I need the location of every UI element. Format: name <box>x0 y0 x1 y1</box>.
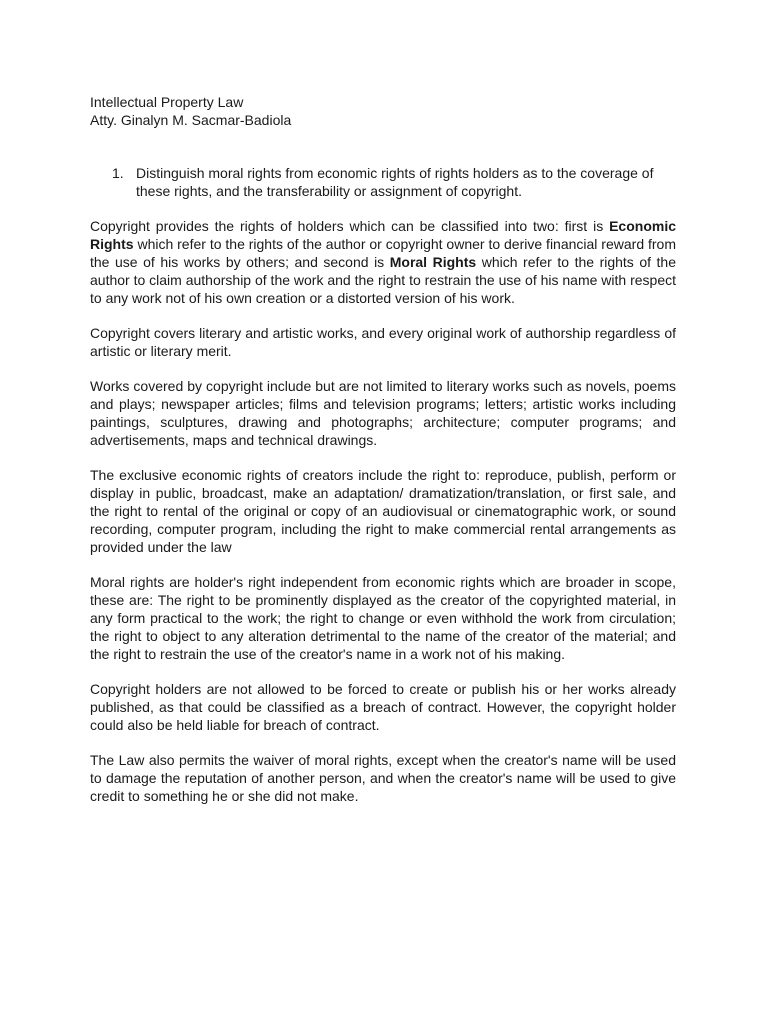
document-header <box>90 93 291 129</box>
paragraph-rights-classification <box>90 217 676 307</box>
question-item <box>90 164 676 200</box>
p1-text-3: which refer to the rights of the author to claim authorship of the work and the right to restrain the use of his name with respect to any work not of his own creation or a distorted version of his work. <box>90 254 677 306</box>
paragraph-waiver: The Law also permits the waiver of moral rights, except when the creator's name will be used to damage the reputation of another person, and when the creator's name will be used to give credit to something he or she did not make. <box>90 752 676 804</box>
paragraph-economic-rights: The exclusive economic rights of creators include the right to: reproduce, publish, perform or display in public, broadcast, make an adaptation/ dramatization/translation, or first sale, and the right to rental of the original or copy of an audiovisual or cinematographic work, or sound recording, computer program, including the right to make commercial rental arrangements as provided under the law <box>90 467 676 555</box>
course-title: Intellectual Property Law <box>90 94 244 110</box>
economic-rights-term: Economic Rights <box>90 218 676 252</box>
p1-text-2: which refer to the rights of the author or copyright owner to derive financial reward from the use of his works by others; and second is <box>90 236 676 270</box>
paragraph-copyright-holders: Copyright holders are not allowed to be forced to create or publish his or her works already published, as that could be classified as a breach of contract. However, the copyright holder could also be held liable for breach of contract. <box>90 681 676 733</box>
question-number: 1. <box>112 165 124 181</box>
moral-rights-term: Moral Rights <box>389 254 477 270</box>
document-body <box>90 164 676 822</box>
author-name: Atty. Ginalyn M. Sacmar-Badiola <box>90 112 292 128</box>
paragraph-moral-rights: Moral rights are holder's right independent from economic rights which are broader in scope, these are: The right to be prominently displayed as the creator of the copyrighted material, in any form practical to the work; the right to change or even withhold the work from circulation; the right to object to any alteration detrimental to the name of the creator of the material; and the right to restrain the use of the creator's name in a work not of his making. <box>90 574 676 662</box>
paragraph-works-covered: Works covered by copyright include but are not limited to literary works such as novels, poems and plays; newspaper articles; films and television programs; letters; artistic works including paintings, sculptures, drawing and photographs; architecture; computer programs; and advertisements, maps and technical drawings. <box>90 378 676 448</box>
question-text: Distinguish moral rights from economic rights of rights holders as to the coverage of these rights, and the transferability or assignment of copyright. <box>136 165 654 199</box>
p1-text-1: Copyright provides the rights of holders which can be classified into two: first is <box>90 218 610 234</box>
paragraph-coverage: Copyright covers literary and artistic works, and every original work of authorship regardless of artistic or literary merit. <box>90 325 676 359</box>
